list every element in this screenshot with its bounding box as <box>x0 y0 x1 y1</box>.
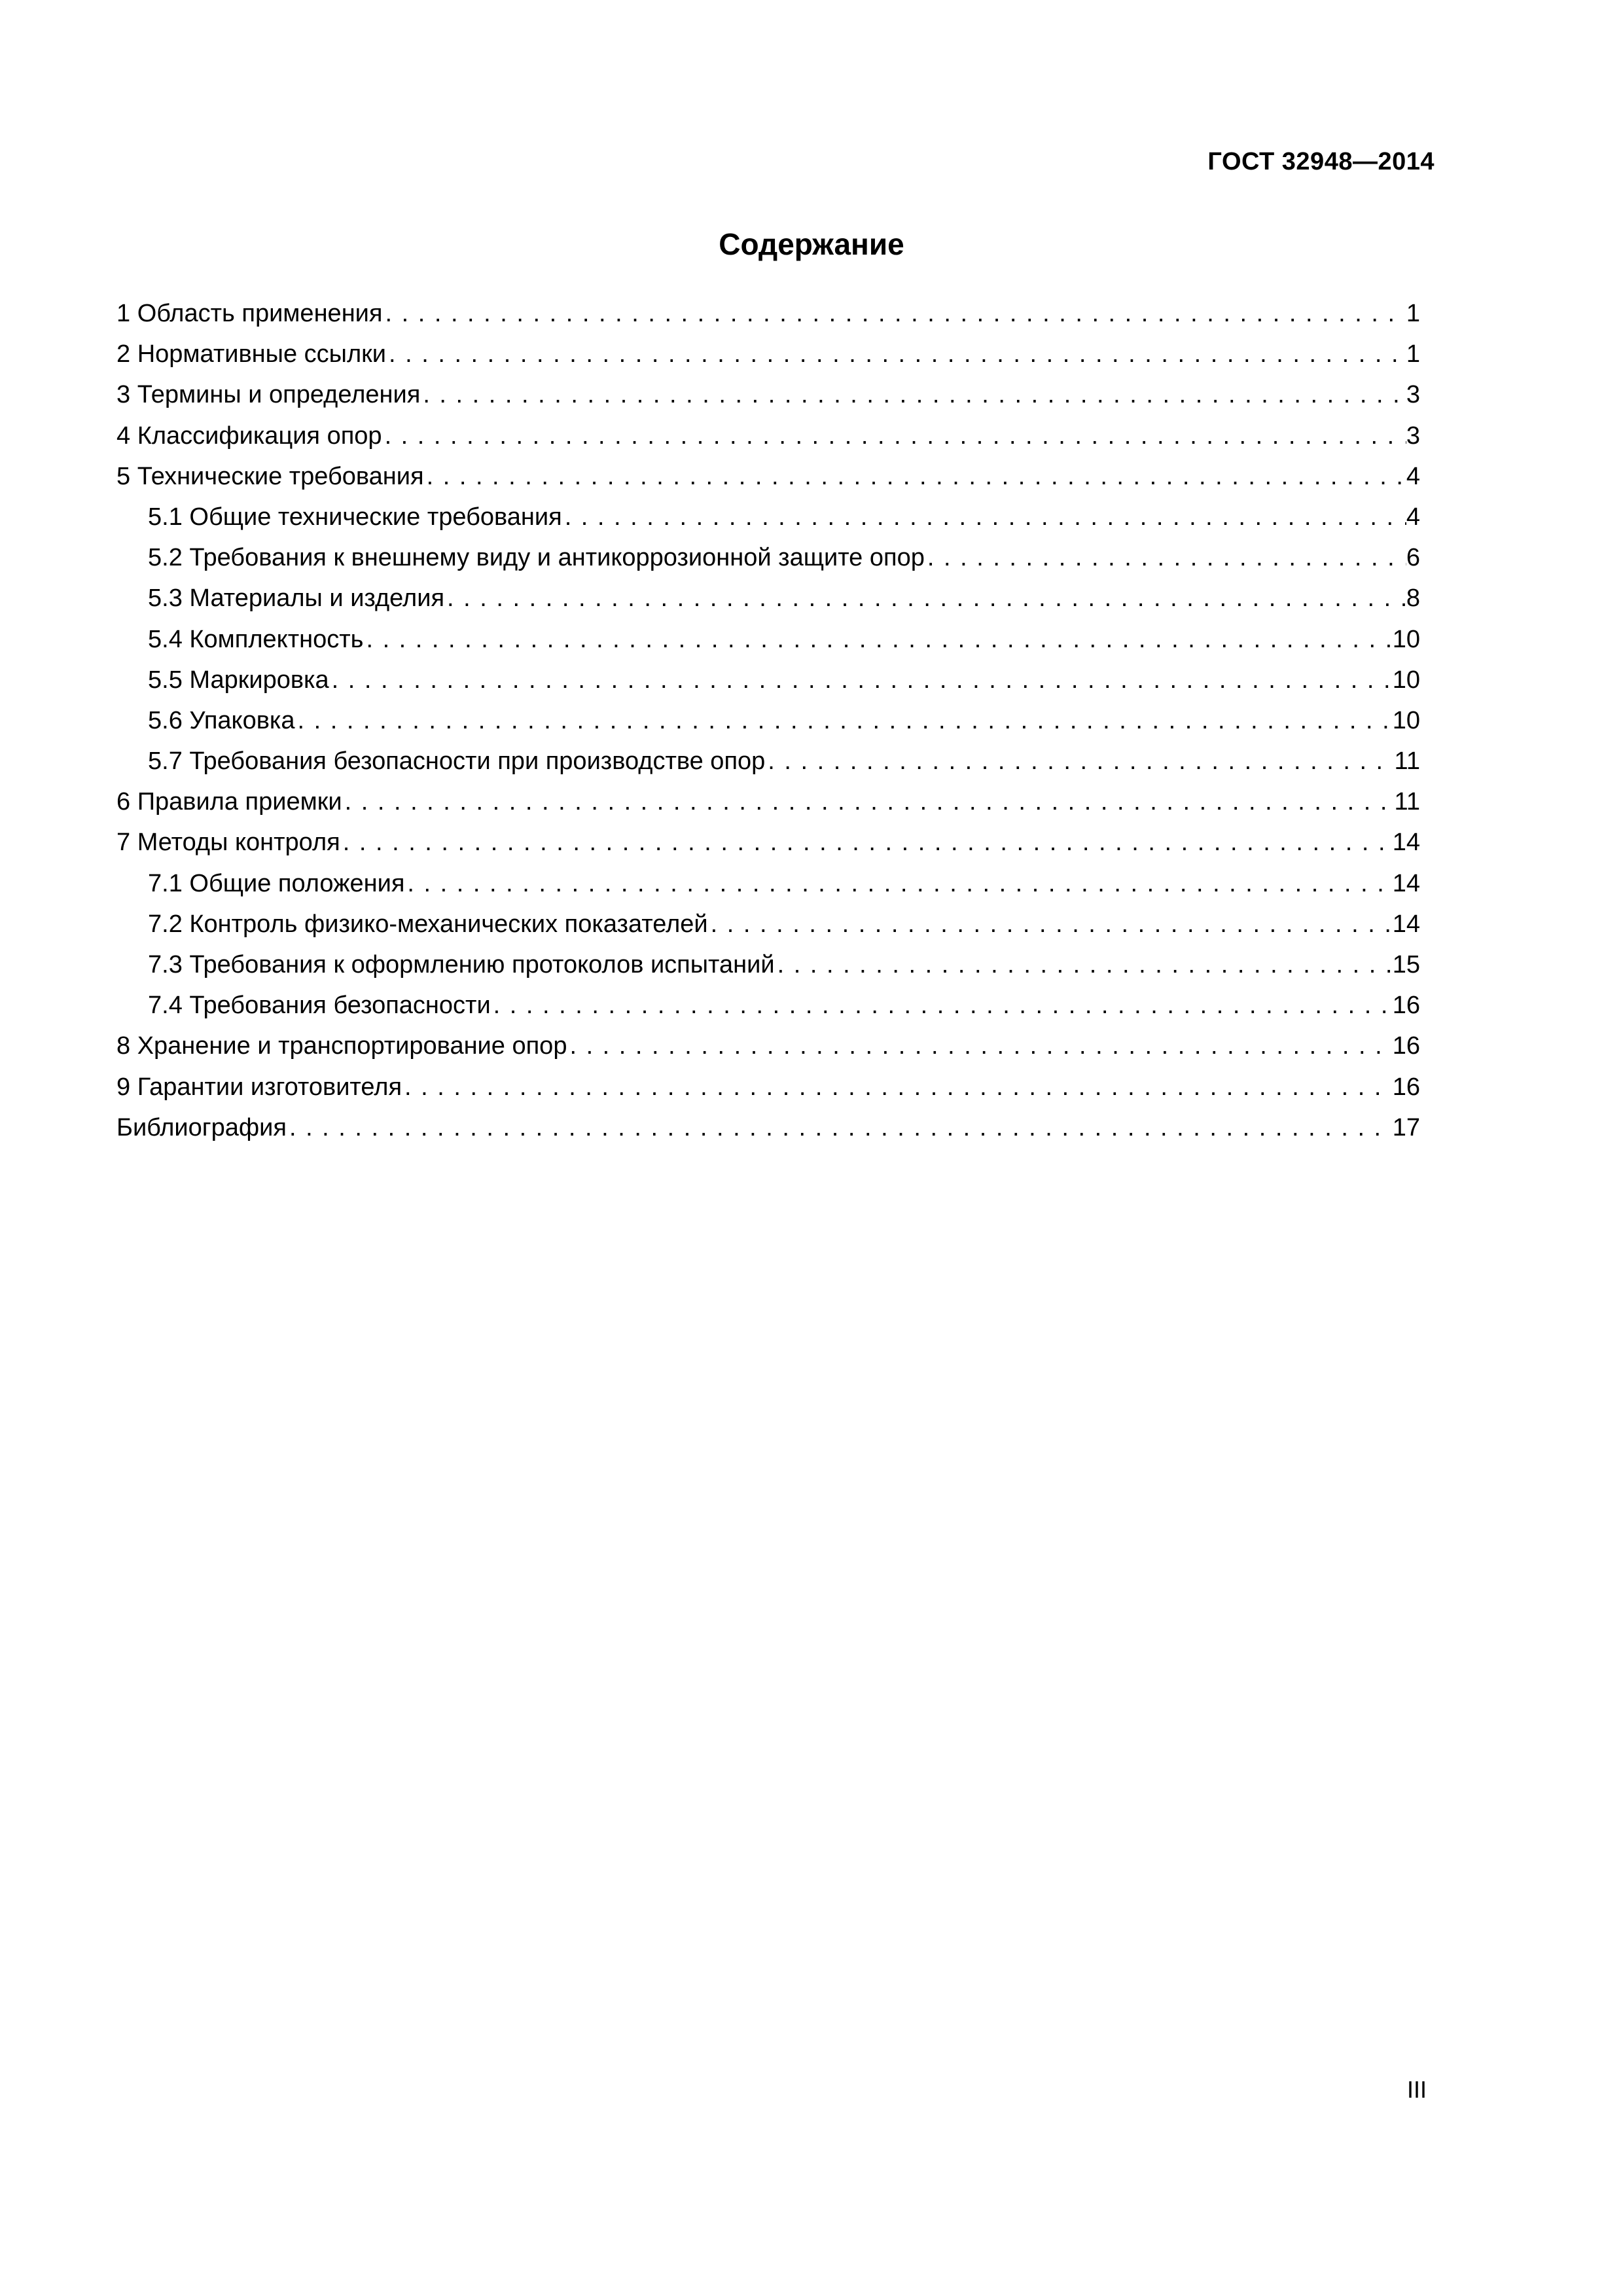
toc-dot-leader <box>925 537 1406 578</box>
toc-dot-leader <box>363 619 1392 660</box>
toc-entry[interactable] <box>116 863 1420 904</box>
toc-entry[interactable] <box>116 1067 1420 1107</box>
toc-entry-label: 9 Гарантии изготовителя <box>116 1073 402 1101</box>
toc-entry-label: 3 Термины и определения <box>116 381 421 409</box>
toc-dot-leader <box>708 904 1393 944</box>
toc-entry-label: 5.7 Требования безопасности при производстве опор <box>148 747 766 776</box>
toc-entry[interactable] <box>116 1107 1420 1148</box>
toc-dot-leader <box>329 660 1393 700</box>
toc-entry[interactable] <box>116 660 1420 700</box>
toc-entry[interactable] <box>116 619 1420 660</box>
toc-entry-label: 8 Хранение и транспортирование опор <box>116 1032 567 1060</box>
toc-entry-page: 4 <box>1406 462 1420 490</box>
toc-entry-label: 2 Нормативные ссылки <box>116 340 386 368</box>
toc-entry[interactable] <box>116 985 1420 1026</box>
toc-entry-page: 16 <box>1392 1032 1420 1060</box>
toc-entry[interactable] <box>116 537 1420 578</box>
toc-entry-page: 16 <box>1392 992 1420 1020</box>
toc-entry-page: 10 <box>1392 706 1420 734</box>
toc-entry[interactable] <box>116 497 1420 537</box>
toc-dot-leader <box>382 293 1406 334</box>
toc-entry[interactable] <box>116 578 1420 619</box>
toc-dot-leader <box>562 497 1406 537</box>
toc-dot-leader <box>386 334 1406 374</box>
toc-entry-label: 5.4 Комплектность <box>148 625 364 653</box>
toc-entry-label: 5.1 Общие технические требования <box>148 503 562 531</box>
toc-entry[interactable] <box>116 781 1420 822</box>
toc-entry-page: 11 <box>1394 747 1420 776</box>
toc-entry-label: 5 Технические требования <box>116 462 424 490</box>
toc-entry-label: 6 Правила приемки <box>116 788 342 816</box>
toc-entry-page: 16 <box>1392 1073 1420 1101</box>
toc-entry[interactable] <box>116 1026 1420 1066</box>
toc-entry-label: 7.4 Требования безопасности <box>148 992 491 1020</box>
toc-entry-page: 17 <box>1392 1113 1420 1141</box>
toc-entry-label: 5.3 Материалы и изделия <box>148 584 445 613</box>
toc-entry-page: 3 <box>1406 381 1420 409</box>
toc-dot-leader <box>491 985 1393 1026</box>
toc-entry-page: 1 <box>1406 300 1420 327</box>
toc-entry-label: 7.2 Контроль физико-механических показателей <box>148 910 708 938</box>
toc-entry-label: 4 Классификация опор <box>116 422 382 450</box>
toc-entry[interactable] <box>116 374 1420 415</box>
toc-entry-label: 7.3 Требования к оформлению протоколов испытаний <box>148 951 775 978</box>
toc-entry-label: 5.2 Требования к внешнему виду и антикоррозионной защите опор <box>148 544 925 572</box>
toc-dot-leader <box>382 416 1406 456</box>
toc-entry[interactable] <box>116 334 1420 374</box>
toc-entry-label: 5.5 Маркировка <box>148 666 329 694</box>
toc-entry[interactable] <box>116 741 1420 781</box>
toc-entry-label: 1 Область применения <box>116 300 383 327</box>
page-title: Содержание <box>719 227 904 261</box>
toc-entry-page: 10 <box>1392 625 1420 653</box>
toc-entry[interactable] <box>116 293 1420 334</box>
toc-dot-leader <box>420 374 1406 415</box>
toc-dot-leader <box>295 700 1393 741</box>
toc-dot-leader <box>444 578 1406 619</box>
page-number: III <box>1406 2076 1427 2103</box>
toc-entry-label: Библиография <box>116 1113 287 1141</box>
toc-entry[interactable] <box>116 822 1420 863</box>
toc-entry-page: 15 <box>1392 951 1420 978</box>
toc-dot-leader <box>775 944 1393 985</box>
toc-dot-leader <box>287 1107 1393 1148</box>
toc-entry-label: 5.6 Упаковка <box>148 706 295 734</box>
toc-dot-leader <box>340 822 1393 863</box>
toc-entry-page: 6 <box>1406 544 1420 572</box>
document-code: ГОСТ 32948—2014 <box>1207 148 1435 175</box>
toc-entry-page: 14 <box>1392 910 1420 938</box>
toc-dot-leader <box>567 1026 1392 1066</box>
toc-entry[interactable] <box>116 904 1420 944</box>
toc-dot-leader <box>404 863 1392 904</box>
toc-entry-page: 4 <box>1406 503 1420 531</box>
toc-entry[interactable] <box>116 456 1420 497</box>
toc-dot-leader <box>765 741 1394 781</box>
table-of-contents <box>116 293 1420 1148</box>
toc-entry[interactable] <box>116 700 1420 741</box>
toc-entry-label: 7.1 Общие положения <box>148 869 405 897</box>
toc-entry-page: 1 <box>1406 340 1420 368</box>
toc-dot-leader <box>424 456 1406 497</box>
toc-entry-label: 7 Методы контроля <box>116 829 340 857</box>
toc-entry-page: 11 <box>1394 788 1420 816</box>
toc-dot-leader <box>342 781 1395 822</box>
toc-entry-page: 14 <box>1392 829 1420 857</box>
toc-dot-leader <box>402 1067 1393 1107</box>
toc-entry[interactable] <box>116 944 1420 985</box>
toc-entry[interactable] <box>116 416 1420 456</box>
toc-entry-page: 14 <box>1392 869 1420 897</box>
toc-entry-page: 8 <box>1406 584 1420 613</box>
toc-entry-page: 3 <box>1406 422 1420 450</box>
toc-entry-page: 10 <box>1392 666 1420 694</box>
